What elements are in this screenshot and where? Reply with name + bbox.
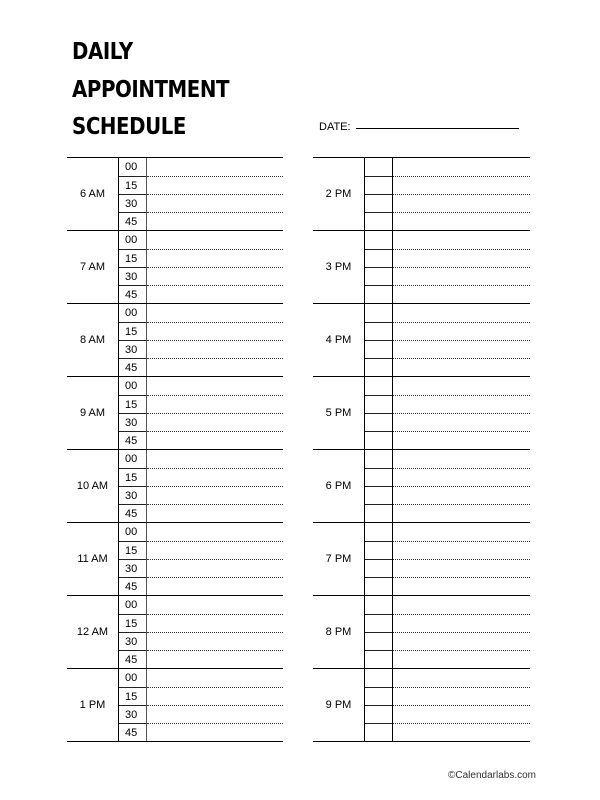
minute-cell: 30	[119, 632, 146, 650]
minute-cell	[365, 559, 392, 577]
minute-column	[364, 377, 393, 449]
appointment-entry-line[interactable]	[393, 541, 530, 559]
minute-cell: 00	[125, 526, 138, 538]
hour-block	[313, 449, 530, 522]
hour-label: 4 PM	[325, 334, 352, 346]
appointment-entry-line[interactable]	[147, 486, 283, 504]
appointment-entry-line[interactable]	[147, 450, 283, 468]
minute-cell: 30	[119, 267, 146, 285]
minute-cell	[365, 687, 392, 705]
minute-cell: 30	[119, 194, 146, 212]
minute-cell	[365, 486, 392, 504]
minute-cell: 00	[125, 380, 138, 392]
hour-label: 6 AM	[79, 188, 106, 200]
minute-cell	[365, 596, 392, 614]
appointment-entry-line[interactable]	[147, 577, 283, 595]
appointment-entry-line[interactable]	[147, 504, 283, 522]
title-line-2: APPOINTMENT	[72, 76, 230, 103]
appointment-notes	[147, 304, 283, 376]
minute-cell	[365, 267, 392, 285]
hour-block	[67, 230, 283, 303]
schedule-right-column	[313, 157, 530, 742]
minute-column	[364, 231, 393, 303]
appointment-notes	[147, 596, 283, 668]
hour-block	[313, 157, 530, 230]
appointment-entry-line[interactable]	[393, 377, 530, 395]
hour-label: 5 PM	[325, 407, 352, 419]
page-title	[72, 34, 229, 147]
minute-cell: 45	[119, 358, 146, 376]
appointment-entry-line[interactable]	[393, 249, 530, 267]
minute-cell	[365, 541, 392, 559]
appointment-entry-line[interactable]	[393, 212, 530, 230]
appointment-entry-line[interactable]	[147, 669, 283, 687]
hour-label: 1 PM	[79, 699, 106, 711]
appointment-notes	[393, 231, 530, 303]
minute-column	[118, 450, 147, 522]
date-label: DATE:	[319, 121, 351, 133]
appointment-notes	[393, 669, 530, 741]
appointment-entry-line[interactable]	[393, 687, 530, 705]
appointment-entry-line[interactable]	[393, 322, 530, 340]
minute-cell: 00	[125, 161, 138, 173]
appointment-entry-line[interactable]	[393, 705, 530, 723]
minute-cell: 00	[125, 672, 138, 684]
appointment-notes	[147, 669, 283, 741]
appointment-entry-line[interactable]	[147, 194, 283, 212]
hour-label: 7 AM	[79, 261, 106, 273]
appointment-entry-line[interactable]	[147, 231, 283, 249]
appointment-notes	[147, 450, 283, 522]
minute-cell	[365, 504, 392, 522]
appointment-entry-line[interactable]	[393, 231, 530, 249]
hour-block	[313, 230, 530, 303]
minute-cell	[365, 669, 392, 687]
appointment-entry-line[interactable]	[393, 523, 530, 541]
hour-label: 6 PM	[325, 480, 352, 492]
minute-cell: 45	[119, 285, 146, 303]
appointment-notes	[147, 158, 283, 230]
hour-label: 10 AM	[76, 480, 109, 492]
minute-column	[118, 377, 147, 449]
appointment-notes	[393, 450, 530, 522]
hour-label: 8 AM	[79, 334, 106, 346]
appointment-entry-line[interactable]	[147, 158, 283, 176]
appointment-entry-line[interactable]	[147, 705, 283, 723]
appointment-entry-line[interactable]	[393, 431, 530, 449]
appointment-notes	[393, 596, 530, 668]
appointment-entry-line[interactable]	[147, 340, 283, 358]
minute-cell: 00	[125, 453, 138, 465]
minute-cell: 30	[119, 559, 146, 577]
minute-cell	[365, 158, 392, 176]
minute-cell: 15	[119, 687, 146, 705]
appointment-entry-line[interactable]	[147, 723, 283, 741]
minute-column	[118, 304, 147, 376]
appointment-entry-line[interactable]	[147, 304, 283, 322]
minute-cell: 15	[119, 249, 146, 267]
appointment-entry-line[interactable]	[147, 614, 283, 632]
minute-cell: 15	[119, 395, 146, 413]
appointment-entry-line[interactable]	[147, 395, 283, 413]
appointment-entry-line[interactable]	[147, 559, 283, 577]
appointment-entry-line[interactable]	[393, 614, 530, 632]
appointment-entry-line[interactable]	[393, 596, 530, 614]
appointment-entry-line[interactable]	[393, 468, 530, 486]
appointment-entry-line[interactable]	[147, 267, 283, 285]
hour-block	[313, 668, 530, 742]
appointment-notes	[147, 523, 283, 595]
minute-column	[118, 669, 147, 741]
hour-label: 11 AM	[77, 553, 108, 565]
minute-cell	[365, 194, 392, 212]
appointment-entry-line[interactable]	[393, 194, 530, 212]
minute-cell: 45	[119, 212, 146, 230]
appointment-entry-line[interactable]	[147, 212, 283, 230]
minute-cell: 30	[119, 340, 146, 358]
date-field[interactable]	[356, 128, 519, 129]
minute-cell	[365, 322, 392, 340]
minute-cell: 45	[119, 650, 146, 668]
appointment-entry-line[interactable]	[147, 687, 283, 705]
minute-cell: 45	[119, 723, 146, 741]
minute-cell: 45	[119, 504, 146, 522]
appointment-entry-line[interactable]	[147, 413, 283, 431]
minute-cell	[365, 577, 392, 595]
appointment-entry-line[interactable]	[393, 176, 530, 194]
appointment-notes	[393, 523, 530, 595]
minute-cell: 15	[119, 176, 146, 194]
hour-block	[67, 595, 283, 668]
hour-label: 12 AM	[76, 626, 109, 638]
appointment-entry-line[interactable]	[147, 632, 283, 650]
appointment-entry-line[interactable]	[393, 395, 530, 413]
appointment-entry-line[interactable]	[147, 358, 283, 376]
hour-block	[67, 522, 283, 595]
minute-cell	[365, 249, 392, 267]
appointment-entry-line[interactable]	[147, 377, 283, 395]
appointment-entry-line[interactable]	[147, 176, 283, 194]
appointment-entry-line[interactable]	[393, 304, 530, 322]
minute-column	[364, 669, 393, 741]
appointment-entry-line[interactable]	[393, 486, 530, 504]
minute-cell	[365, 285, 392, 303]
hour-block	[67, 668, 283, 742]
appointment-entry-line[interactable]	[147, 596, 283, 614]
minute-cell	[365, 304, 392, 322]
hour-block	[313, 376, 530, 449]
minute-column	[118, 596, 147, 668]
hour-label: 8 PM	[325, 626, 352, 638]
appointment-entry-line[interactable]	[393, 450, 530, 468]
minute-cell: 30	[119, 413, 146, 431]
appointment-notes	[147, 231, 283, 303]
appointment-entry-line[interactable]	[393, 577, 530, 595]
appointment-entry-line[interactable]	[393, 632, 530, 650]
minute-cell: 15	[119, 541, 146, 559]
appointment-notes	[147, 377, 283, 449]
appointment-notes	[393, 158, 530, 230]
minute-cell	[365, 450, 392, 468]
copyright-text: ©Calendarlabs.com	[448, 770, 536, 781]
appointment-entry-line[interactable]	[147, 523, 283, 541]
minute-cell	[365, 468, 392, 486]
appointment-entry-line[interactable]	[393, 504, 530, 522]
minute-column	[364, 596, 393, 668]
hour-block	[67, 449, 283, 522]
minute-cell	[365, 358, 392, 376]
minute-cell	[365, 523, 392, 541]
hour-label: 7 PM	[325, 553, 352, 565]
hour-label: 9 AM	[79, 407, 106, 419]
minute-cell: 30	[119, 705, 146, 723]
minute-cell: 30	[119, 486, 146, 504]
hour-label: 9 PM	[325, 699, 352, 711]
minute-cell: 00	[125, 599, 138, 611]
minute-cell	[365, 650, 392, 668]
minute-cell	[365, 723, 392, 741]
appointment-entry-line[interactable]	[147, 322, 283, 340]
appointment-entry-line[interactable]	[393, 158, 530, 176]
appointment-entry-line[interactable]	[147, 249, 283, 267]
hour-block	[67, 303, 283, 376]
minute-cell: 15	[119, 614, 146, 632]
schedule-left-column	[67, 157, 283, 742]
minute-column	[118, 523, 147, 595]
minute-column	[364, 523, 393, 595]
minute-cell	[365, 212, 392, 230]
minute-cell	[365, 431, 392, 449]
minute-cell	[365, 176, 392, 194]
appointment-notes	[393, 304, 530, 376]
hour-block	[313, 595, 530, 668]
appointment-entry-line[interactable]	[147, 541, 283, 559]
appointment-entry-line[interactable]	[393, 340, 530, 358]
hour-block	[313, 303, 530, 376]
minute-cell	[365, 231, 392, 249]
appointment-entry-line[interactable]	[393, 358, 530, 376]
appointment-entry-line[interactable]	[393, 669, 530, 687]
minute-cell: 15	[119, 322, 146, 340]
appointment-entry-line[interactable]	[393, 650, 530, 668]
minute-column	[364, 158, 393, 230]
appointment-entry-line[interactable]	[147, 650, 283, 668]
minute-cell: 15	[119, 468, 146, 486]
appointment-entry-line[interactable]	[393, 413, 530, 431]
title-line-1: DAILY	[72, 39, 133, 65]
minute-column	[118, 231, 147, 303]
appointment-entry-line[interactable]	[393, 285, 530, 303]
minute-column	[118, 158, 147, 230]
appointment-entry-line[interactable]	[147, 431, 283, 449]
appointment-entry-line[interactable]	[393, 559, 530, 577]
minute-column	[364, 450, 393, 522]
minute-cell: 45	[119, 431, 146, 449]
minute-cell	[365, 705, 392, 723]
appointment-entry-line[interactable]	[393, 723, 530, 741]
hour-label: 3 PM	[325, 261, 352, 273]
hour-block	[67, 157, 283, 230]
appointment-notes	[393, 377, 530, 449]
minute-cell	[365, 395, 392, 413]
minute-column	[364, 304, 393, 376]
title-line-3: SCHEDULE	[72, 114, 186, 140]
minute-cell	[365, 614, 392, 632]
appointment-entry-line[interactable]	[147, 468, 283, 486]
appointment-entry-line[interactable]	[147, 285, 283, 303]
hour-block	[67, 376, 283, 449]
appointment-entry-line[interactable]	[393, 267, 530, 285]
minute-cell: 45	[119, 577, 146, 595]
minute-cell	[365, 340, 392, 358]
hour-label: 2 PM	[325, 188, 352, 200]
hour-block	[313, 522, 530, 595]
minute-cell	[365, 377, 392, 395]
minute-cell	[365, 413, 392, 431]
minute-cell: 00	[125, 234, 138, 246]
minute-cell: 00	[125, 307, 138, 319]
minute-cell	[365, 632, 392, 650]
